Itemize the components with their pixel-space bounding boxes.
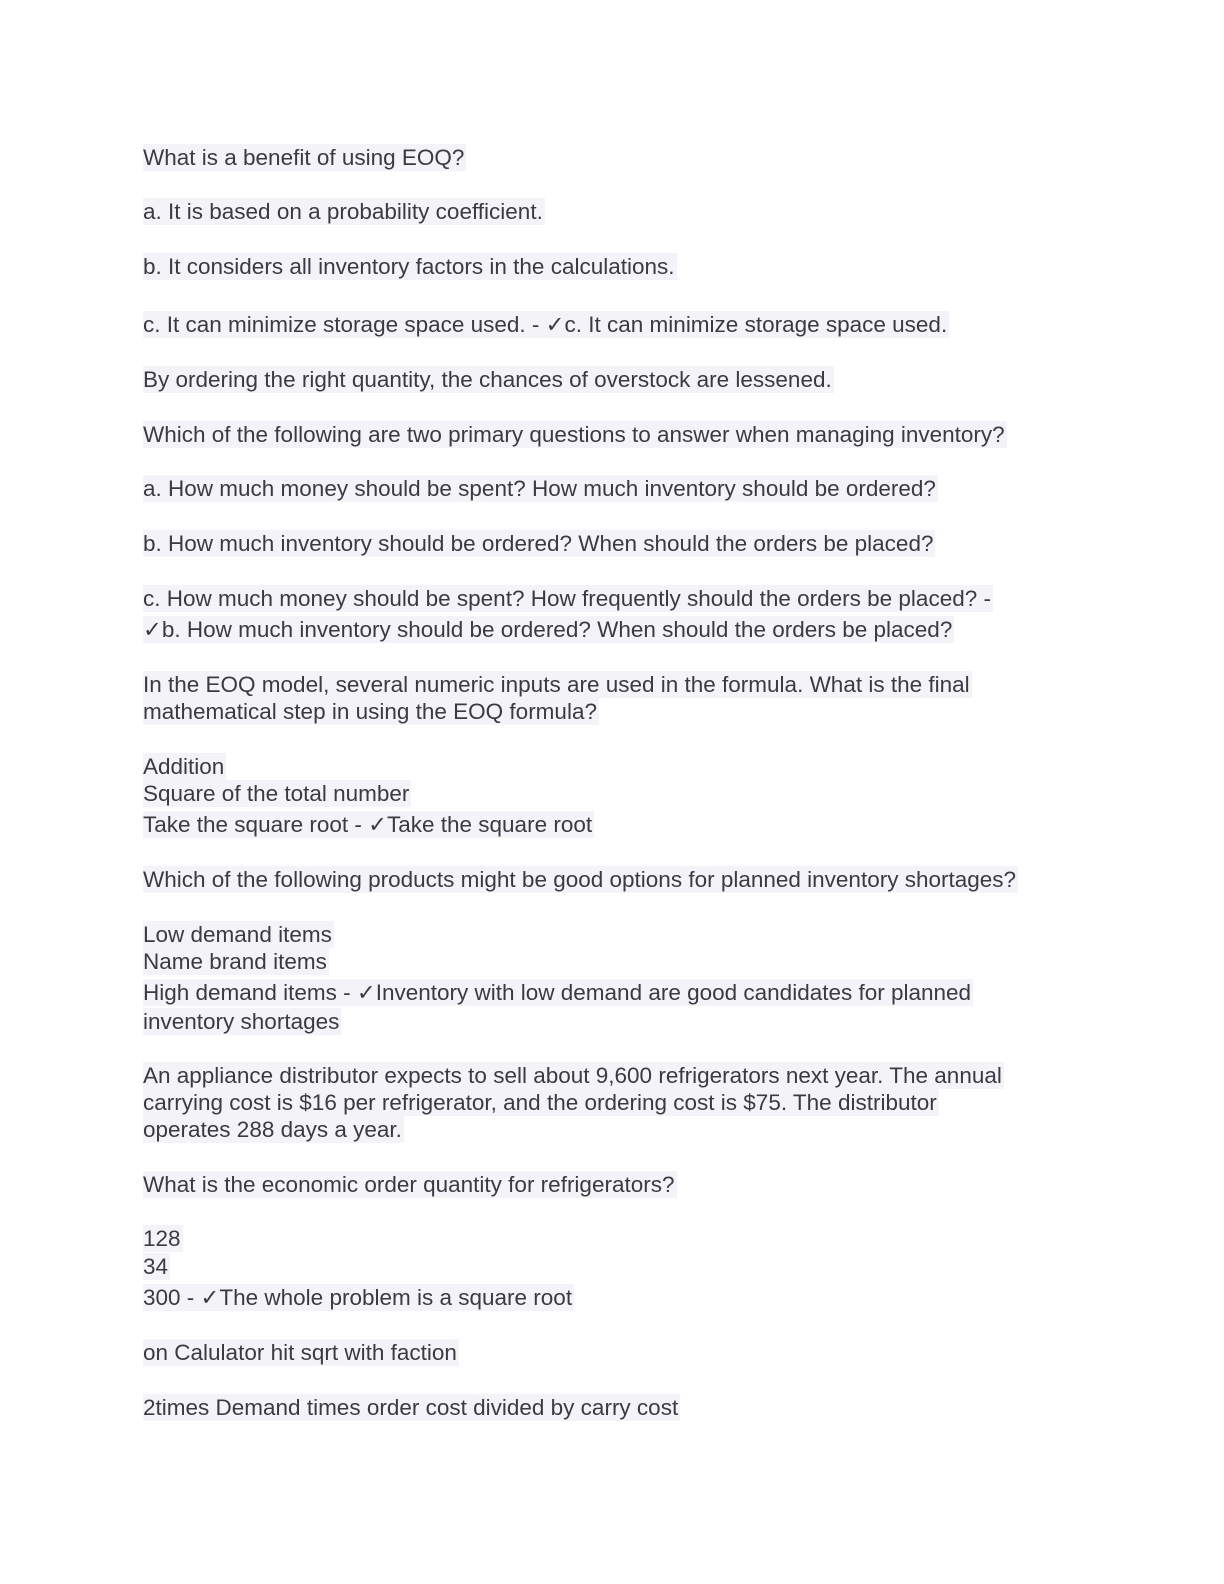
q3-option-3-answer: Take the square root - ✓Take the square root: [143, 812, 593, 837]
q4-answer-line2: inventory shortages: [143, 1009, 340, 1034]
q1-question: What is a benefit of using EOQ?: [143, 145, 465, 170]
q4-question: Which of the following products might be good options for planned inventory shortages?: [143, 867, 1017, 892]
q5-scenario-line1: An appliance distributor expects to sell about 9,600 refrigerators next year. The annual: [143, 1063, 1002, 1088]
q5-option-3-answer: 300 - ✓The whole problem is a square root: [143, 1285, 573, 1310]
q5-option-1: 128: [143, 1226, 181, 1251]
q1-option-c-answer: c. It can minimize storage space used. - ✓c. It can minimize storage space used.: [143, 312, 948, 337]
q2-answer: ✓b. How much inventory should be ordered? When should the orders be placed?: [143, 617, 953, 642]
q1-explanation: By ordering the right quantity, the chances of overstock are lessened.: [143, 367, 832, 392]
q5-option-2: 34: [143, 1254, 169, 1279]
q3-question-line2: mathematical step in using the EOQ formula?: [143, 699, 597, 724]
q5-scenario-line2: carrying cost is $16 per refrigerator, and the ordering cost is $75. The distributor: [143, 1090, 937, 1115]
q5-note-2: 2times Demand times order cost divided by carry cost: [143, 1395, 679, 1420]
q1-option-a: a. It is based on a probability coefficient.: [143, 199, 543, 224]
q2-question: Which of the following are two primary questions to answer when managing inventory?: [143, 422, 1005, 447]
q4-option-1: Low demand items: [143, 922, 332, 947]
q2-option-b: b. How much inventory should be ordered? When should the orders be placed?: [143, 531, 934, 556]
q5-note-1: on Calulator hit sqrt with faction: [143, 1340, 457, 1365]
q2-option-a: a. How much money should be spent? How much inventory should be ordered?: [143, 476, 936, 501]
q5-scenario-line3: operates 288 days a year.: [143, 1117, 402, 1142]
q4-option-3-answer: High demand items - ✓Inventory with low demand are good candidates for planned: [143, 980, 972, 1005]
q3-question-line1: In the EOQ model, several numeric inputs are used in the formula. What is the final: [143, 672, 970, 697]
q2-option-c: c. How much money should be spent? How frequently should the orders be placed? -: [143, 586, 991, 611]
q1-option-b: b. It considers all inventory factors in the calculations.: [143, 254, 675, 279]
q3-option-1: Addition: [143, 754, 225, 779]
q4-option-2: Name brand items: [143, 949, 327, 974]
q5-question: What is the economic order quantity for refrigerators?: [143, 1172, 675, 1197]
q3-option-2: Square of the total number: [143, 781, 410, 806]
